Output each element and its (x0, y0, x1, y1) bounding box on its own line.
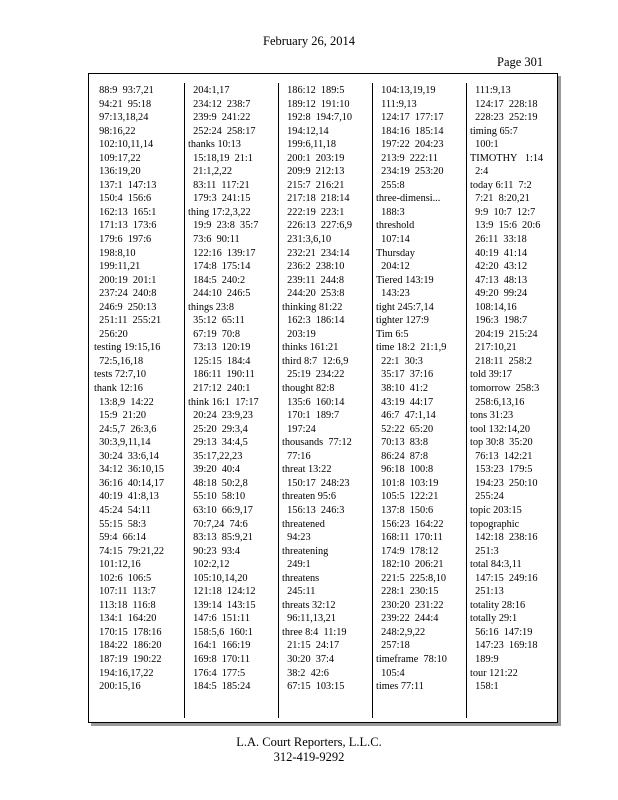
index-entry: 55:10 58:10 (188, 491, 246, 503)
index-entry: 184:16 185:14 (376, 125, 444, 137)
index-entry: 56:16 147:19 (470, 626, 533, 638)
index-entry: 47:13 48:13 (470, 274, 528, 286)
index-entry: 200:19 201:1 (94, 274, 157, 286)
index-column-1 (94, 84, 182, 719)
index-entry: 100:1 (470, 139, 499, 151)
column-divider (184, 83, 185, 718)
index-entry: time 18:2 21:1,9 (376, 342, 447, 354)
index-entry: 255:8 (376, 179, 405, 191)
index-entry: 186:12 189:5 (282, 85, 345, 96)
index-entry: TIMOTHY 1:14 (470, 152, 544, 164)
index-entry: 121:18 124:12 (188, 586, 256, 598)
index-column-4 (376, 84, 466, 719)
index-entry: 158:5,6 160:1 (188, 626, 253, 638)
index-entry: 9:9 10:7 12:7 (470, 206, 536, 218)
index-entry: 83:11 117:21 (188, 179, 250, 191)
index-frame (88, 73, 558, 723)
index-entry: 197:22 204:23 (376, 139, 444, 151)
index-entry: topographic (470, 518, 520, 530)
footer-company: L.A. Court Reporters, L.L.C. (236, 735, 382, 749)
index-entry: 74:15 79:21,22 (94, 545, 165, 557)
index-entry: 136:19,20 (94, 166, 141, 178)
index-entry: told 39:17 (470, 369, 513, 381)
index-entry: 187:19 190:22 (94, 653, 162, 665)
index-entry: times 77:11 (376, 681, 424, 693)
index-entry: 251:13 (470, 586, 504, 598)
index-entry: 147:6 151:11 (188, 613, 250, 625)
index-entry: 134:1 164:20 (94, 613, 157, 625)
index-entry: 204:19 215:24 (470, 328, 538, 340)
index-entry: thousands 77:12 (282, 437, 352, 449)
index-entry: three-dimensi... (376, 193, 441, 205)
index-entry: threatened (282, 518, 325, 530)
index-entry: 46:7 47:1,14 (376, 410, 436, 422)
index-entry: 221:5 225:8,10 (376, 572, 447, 584)
index-entry: 59:4 66:14 (94, 532, 147, 544)
index-entry: 83:13 85:9,21 (188, 532, 253, 544)
index-entry: 70:7,24 74:6 (188, 518, 248, 530)
index-entry: 111:9,13 (470, 85, 511, 96)
index-entry: 21:15 24:17 (282, 640, 340, 652)
index-entry: third 8:7 12:6,9 (282, 355, 349, 367)
index-entry: 96:18 100:8 (376, 464, 434, 476)
index-entry: thought 82:8 (282, 383, 335, 395)
index-entry: 239:9 241:22 (188, 112, 251, 124)
index-entry: 147:23 169:18 (470, 640, 538, 652)
index-entry: testing 19:15,16 (94, 342, 161, 354)
index-entry: 217:12 240:1 (188, 383, 251, 395)
index-entry: 246:9 250:13 (94, 301, 157, 313)
index-entry: 204:1,17 (188, 85, 230, 96)
index-entry: 244:20 253:8 (282, 288, 345, 300)
index-entry: threaten 95:6 (282, 491, 337, 503)
index-entry: 124:17 177:17 (376, 112, 444, 124)
index-entry: 218:11 258:2 (470, 355, 532, 367)
index-column-5 (470, 84, 556, 719)
index-entry: 94:23 (282, 532, 311, 544)
index-entry: tests 72:7,10 (94, 369, 147, 381)
index-entry: 45:24 54:11 (94, 504, 151, 516)
index-entry: threat 13:22 (282, 464, 332, 476)
index-entry: 102:6 106:5 (94, 572, 152, 584)
index-entry: 30:20 37:4 (282, 653, 335, 665)
index-entry: 244:10 246:5 (188, 288, 251, 300)
index-entry: 77:16 (282, 450, 311, 462)
index-entry: 97:13,18,24 (94, 112, 149, 124)
index-entry: timeframe 78:10 (376, 653, 447, 665)
column-divider (372, 83, 373, 718)
index-entry: 186:11 190:11 (188, 369, 255, 381)
index-entry: 72:5,16,18 (94, 355, 144, 367)
index-entry: 35:12 65:11 (188, 315, 245, 327)
index-entry: 137:8 150:6 (376, 504, 434, 516)
index-entry: 109:17,22 (94, 152, 141, 164)
index-entry: Tiered 143:19 (376, 274, 434, 286)
index-entry: 147:15 249:16 (470, 572, 538, 584)
index-entry: 189:9 (470, 653, 499, 665)
index-entry: 40:19 41:14 (470, 247, 528, 259)
index-entry: 19:9 23:8 35:7 (188, 220, 259, 232)
index-entry: 67:19 70:8 (188, 328, 241, 340)
index-entry: 70:13 83:8 (376, 437, 429, 449)
index-entry: 217:10,21 (470, 342, 517, 354)
index-entry: thing 17:2,3,22 (188, 206, 251, 218)
index-entry: 156:13 246:3 (282, 504, 345, 516)
index-entry: threshold (376, 220, 415, 232)
index-entry: 88:9 93:7,21 (94, 85, 154, 96)
index-entry: 52:22 65:20 (376, 423, 434, 435)
index-entry: 234:19 253:20 (376, 166, 444, 178)
index-entry: 55:15 58:3 (94, 518, 147, 530)
index-entry: 13:8,9 14:22 (94, 396, 154, 408)
index-entry: 228:23 252:19 (470, 112, 538, 124)
index-entry: 171:13 173:6 (94, 220, 157, 232)
index-entry: 124:17 228:18 (470, 98, 538, 110)
index-entry: 107:14 (376, 234, 410, 246)
index-entry: 13:9 15:6 20:6 (470, 220, 541, 232)
index-entry: 122:16 139:17 (188, 247, 256, 259)
index-entry: 252:24 258:17 (188, 125, 256, 137)
index-entry: 73:13 120:19 (188, 342, 251, 354)
index-entry: 125:15 184:4 (188, 355, 251, 367)
index-entry: 199:6,11,18 (282, 139, 336, 151)
index-entry: topic 203:15 (470, 504, 522, 516)
index-entry: threatens (282, 572, 320, 584)
index-entry: 135:6 160:14 (282, 396, 345, 408)
index-entry: 150:4 156:6 (94, 193, 152, 205)
index-entry: 176:4 177:5 (188, 667, 246, 679)
index-entry: 40:19 41:8,13 (94, 491, 159, 503)
index-entry: 245:11 (282, 586, 316, 598)
index-entry: thank 12:16 (94, 383, 143, 395)
index-entry: 63:10 66:9,17 (188, 504, 253, 516)
index-entry: things 23:8 (188, 301, 235, 313)
index-entry: 38:2 42:6 (282, 667, 329, 679)
index-entry: 239:22 244:4 (376, 613, 439, 625)
index-entry: 105:5 122:21 (376, 491, 439, 503)
index-entry: 30:3,9,11,14 (94, 437, 151, 449)
index-entry: 182:10 206:21 (376, 559, 444, 571)
index-entry: 197:24 (282, 423, 316, 435)
index-entry: 108:14,16 (470, 301, 517, 313)
index-entry: 256:20 (94, 328, 128, 340)
index-entry: threatening (282, 545, 329, 557)
index-entry: 194:16,17,22 (94, 667, 154, 679)
index-entry: 142:18 238:16 (470, 532, 538, 544)
index-entry: 234:12 238:7 (188, 98, 251, 110)
index-entry: 35:17,22,23 (188, 450, 243, 462)
index-entry: thinking 81:22 (282, 301, 343, 313)
index-entry: 15:18,19 21:1 (188, 152, 253, 164)
index-entry: 21:1,2,22 (188, 166, 233, 178)
index-entry: tons 31:23 (470, 410, 514, 422)
index-entry: tight 245:7,14 (376, 301, 434, 313)
index-entry: 156:23 164:22 (376, 518, 444, 530)
index-entry: 232:21 234:14 (282, 247, 350, 259)
index-entry: 96:11,13,21 (282, 613, 336, 625)
index-entry: 26:11 33:18 (470, 234, 527, 246)
index-entry: 169:8 170:11 (188, 653, 250, 665)
index-entry: 105:4 (376, 667, 405, 679)
index-entry: 153:23 179:5 (470, 464, 533, 476)
index-entry: 38:10 41:2 (376, 383, 429, 395)
index-entry: 255:24 (470, 491, 504, 503)
index-entry: totally 29:1 (470, 613, 518, 625)
index-entry: 86:24 87:8 (376, 450, 429, 462)
index-entry: 105:10,14,20 (188, 572, 248, 584)
index-entry: 49:20 99:24 (470, 288, 528, 300)
index-entry: timing 65:7 (470, 125, 518, 137)
index-entry: 43:19 44:17 (376, 396, 434, 408)
index-entry: 67:15 103:15 (282, 681, 345, 693)
index-entry: 170:15 178:16 (94, 626, 162, 638)
index-entry: three 8:4 11:19 (282, 626, 347, 638)
index-entry: 162:3 186:14 (282, 315, 345, 327)
index-entry: 203:19 (282, 328, 316, 340)
index-entry: 189:12 191:10 (282, 98, 350, 110)
index-entry: 251:11 255:21 (94, 315, 162, 327)
footer-phone: 312-419-9292 (273, 750, 345, 764)
index-entry: top 30:8 35:20 (470, 437, 533, 449)
index-entry: 168:11 170:11 (376, 532, 443, 544)
index-entry: 199:11,21 (94, 261, 141, 273)
index-entry: 239:11 244:8 (282, 274, 344, 286)
index-entry: threats 32:12 (282, 599, 336, 611)
index-entry: 102:2,12 (188, 559, 230, 571)
index-entry: 174:8 175:14 (188, 261, 251, 273)
index-column-2 (188, 84, 277, 719)
index-entry: tighter 127:9 (376, 315, 429, 327)
index-entry: 236:2 238:10 (282, 261, 345, 273)
index-entry: 101:12,16 (94, 559, 141, 571)
index-entry: 20:24 23:9,23 (188, 410, 253, 422)
index-entry: 198:8,10 (94, 247, 136, 259)
index-entry: 104:13,19,19 (376, 85, 436, 96)
index-entry: 150:17 248:23 (282, 477, 350, 489)
index-entry: 200:15,16 (94, 681, 141, 693)
index-entry: 162:13 165:1 (94, 206, 157, 218)
index-entry: 22:1 30:3 (376, 355, 423, 367)
index-entry: 237:24 240:8 (94, 288, 157, 300)
index-entry: 42:20 43:12 (470, 261, 528, 273)
index-entry: 204:12 (376, 261, 410, 273)
index-entry: 164:1 166:19 (188, 640, 251, 652)
index-entry: 15:9 21:20 (94, 410, 147, 422)
index-entry: 251:3 (470, 545, 499, 557)
index-column-3 (282, 84, 372, 719)
index-entry: 184:5 240:2 (188, 274, 246, 286)
index-entry: 25:20 29:3,4 (188, 423, 248, 435)
index-entry: 222:19 223:1 (282, 206, 345, 218)
index-entry: Thursday (376, 247, 415, 259)
index-entry: 170:1 189:7 (282, 410, 340, 422)
index-entry: 188:3 (376, 206, 405, 218)
index-entry: 194:23 250:10 (470, 477, 538, 489)
index-entry: 230:20 231:22 (376, 599, 444, 611)
index-entry: 7:21 8:20,21 (470, 193, 530, 205)
index-entry: 209:9 212:13 (282, 166, 345, 178)
index-entry: totality 28:16 (470, 599, 526, 611)
index-entry: 39:20 40:4 (188, 464, 241, 476)
index-entry: 113:18 116:8 (94, 599, 156, 611)
index-entry: 213:9 222:11 (376, 152, 438, 164)
index-entry: 102:10,11,14 (94, 139, 154, 151)
index-entry: 107:11 113:7 (94, 586, 156, 598)
index-entry: 36:16 40:14,17 (94, 477, 165, 489)
index-entry: 25:19 234:22 (282, 369, 345, 381)
index-entry: 179:3 241:15 (188, 193, 251, 205)
index-entry: 184:5 185:24 (188, 681, 251, 693)
index-entry: 34:12 36:10,15 (94, 464, 165, 476)
index-entry: 90:23 93:4 (188, 545, 241, 557)
index-entry: total 84:3,11 (470, 559, 522, 571)
index-entry: 139:14 143:15 (188, 599, 256, 611)
index-entry: 184:22 186:20 (94, 640, 162, 652)
index-entry: thinks 161:21 (282, 342, 339, 354)
index-entry: 101:8 103:19 (376, 477, 439, 489)
index-entry: 248:2,9,22 (376, 626, 426, 638)
index-entry: 76:13 142:21 (470, 450, 533, 462)
index-entry: 48:18 50:2,8 (188, 477, 248, 489)
index-entry: 98:16,22 (94, 125, 136, 137)
index-entry: 174:9 178:12 (376, 545, 439, 557)
index-entry: today 6:11 7:2 (470, 179, 532, 191)
index-entry: 215:7 216:21 (282, 179, 345, 191)
index-entry: 200:1 203:19 (282, 152, 345, 164)
column-divider (278, 83, 279, 718)
index-entry: 258:6,13,16 (470, 396, 525, 408)
page-number: Page 301 (497, 55, 544, 69)
index-entry: 111:9,13 (376, 98, 417, 110)
column-divider (466, 83, 467, 718)
index-entry: 143:23 (376, 288, 410, 300)
index-entry: 137:1 147:13 (94, 179, 157, 191)
index-entry: 194:12,14 (282, 125, 329, 137)
index-entry: 192:8 194:7,10 (282, 112, 353, 124)
index-entry: tomorrow 258:3 (470, 383, 540, 395)
index-entry: 94:21 95:18 (94, 98, 152, 110)
index-entry: 228:1 230:15 (376, 586, 439, 598)
header-date: February 26, 2014 (263, 34, 355, 48)
index-entry: 73:6 90:11 (188, 234, 240, 246)
index-entry: 2:4 (470, 166, 489, 178)
index-entry: 158:1 (470, 681, 499, 693)
index-entry: think 16:1 17:17 (188, 396, 259, 408)
index-entry: 196:3 198:7 (470, 315, 528, 327)
index-entry: 35:17 37:16 (376, 369, 434, 381)
index-entry: 179:6 197:6 (94, 234, 152, 246)
index-entry: 249:1 (282, 559, 311, 571)
index-entry: 29:13 34:4,5 (188, 437, 248, 449)
index-entry: 226:13 227:6,9 (282, 220, 353, 232)
index-entry: 217:18 218:14 (282, 193, 350, 205)
index-entry: 30:24 33:6,14 (94, 450, 159, 462)
index-entry: tour 121:22 (470, 667, 518, 679)
index-entry: 257:18 (376, 640, 410, 652)
index-entry: thanks 10:13 (188, 139, 241, 151)
index-entry: tool 132:14,20 (470, 423, 531, 435)
index-entry: 231:3,6,10 (282, 234, 332, 246)
index-entry: 24:5,7 26:3,6 (94, 423, 157, 435)
index-entry: Tim 6:5 (376, 328, 409, 340)
